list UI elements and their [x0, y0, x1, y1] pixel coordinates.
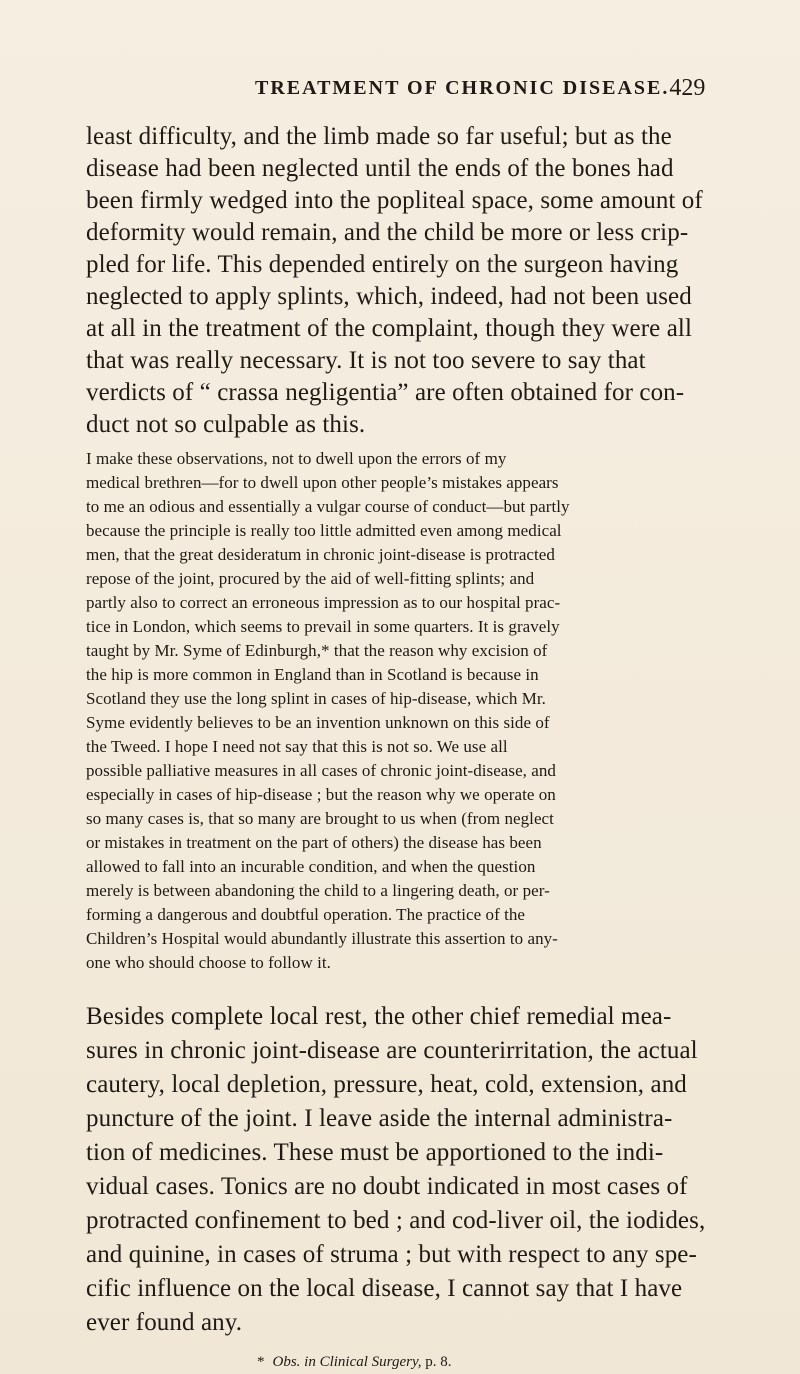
paragraph-line: possible palliative measures in all cases of chronic joint-disease, and — [86, 761, 556, 780]
paragraph-line: that was really necessary. It is not too severe to say that — [86, 347, 646, 374]
paragraph-line: vidual cases. Tonics are no doubt indicated in most cases of — [86, 1173, 688, 1200]
paragraph-line: taught by Mr. Syme of Edinburgh,* that the reason why excision of — [86, 641, 548, 660]
paragraph-line: tice in London, which seems to prevail in some quarters. It is gravely — [86, 617, 560, 636]
paragraph-line: forming a dangerous and doubtful operation. The practice of the — [86, 905, 526, 924]
paragraph-line: deformity would remain, and the child be more or less crip- — [86, 219, 689, 246]
paragraph-line: neglected to apply splints, which, indeed, had not been used — [86, 283, 692, 310]
paragraph-line: Besides complete local rest, the other chief remedial mea- — [86, 1003, 672, 1030]
paragraph-line: at all in the treatment of the complaint, though they were all — [86, 315, 693, 342]
footnote-page-reference: p. 8. — [425, 1354, 452, 1370]
page-number: 429 — [669, 75, 706, 101]
paragraph-line: Syme evidently believes to be an invention unknown on this side of — [86, 713, 550, 732]
paragraph-line: or mistakes in treatment on the part of others) the disease has been — [86, 833, 542, 852]
paragraph-line: puncture of the joint. I leave aside the internal administra- — [86, 1105, 673, 1132]
paragraph-line: ever found any. — [86, 1309, 243, 1336]
paragraph-line: duct not so culpable as this. — [86, 411, 366, 438]
paragraph-line: Children’s Hospital would abundantly illustrate this assertion to any- — [86, 929, 558, 948]
paragraph-line: one who should choose to follow it. — [86, 953, 331, 972]
paragraph-line: sures in chronic joint-disease are counterirritation, the actual — [86, 1037, 698, 1064]
footnote-marker: * — [257, 1354, 265, 1370]
paragraph-line: men, that the great desideratum in chronic joint-disease is protracted — [86, 545, 555, 564]
paragraph-line: merely is between abandoning the child to a lingering death, or per- — [86, 881, 550, 900]
paragraph-line: cific influence on the local disease, I cannot say that I have — [86, 1275, 683, 1302]
paragraph-line: cautery, local depletion, pressure, heat, cold, extension, and — [86, 1071, 687, 1098]
paragraph-line: repose of the joint, procured by the aid of well-fitting splints; and — [86, 569, 535, 588]
paragraph-line: tion of medicines. These must be apportioned to the indi- — [86, 1139, 664, 1166]
paragraph-line: the Tweed. I hope I need not say that this is not so. We use all — [86, 737, 508, 756]
paragraph-line: so many cases is, that so many are brought to us when (from neglect — [86, 809, 554, 828]
paragraph-line: least difficulty, and the limb made so far useful; but as the — [86, 123, 672, 150]
paragraph-line: medical brethren—for to dwell upon other people’s mistakes appears — [86, 473, 559, 492]
paragraph-line: partly also to correct an erroneous impression as to our hospital prac- — [86, 593, 561, 612]
paragraph-line: Scotland they use the long splint in cases of hip-disease, which Mr. — [86, 689, 546, 708]
footnote — [257, 1354, 452, 1370]
paragraph-line: pled for life. This depended entirely on the surgeon having — [86, 251, 679, 278]
paragraph-line: to me an odious and essentially a vulgar course of conduct—but partly — [86, 497, 570, 516]
page-header — [255, 72, 706, 101]
paragraph-line: and quinine, in cases of struma ; but with respect to any spe- — [86, 1241, 697, 1268]
paragraph-line: been firmly wedged into the popliteal space, some amount of — [86, 187, 703, 214]
paragraph-line: verdicts of “ crassa negligentia” are often obtained for con- — [86, 379, 685, 406]
footnote-citation: Obs. in Clinical Surgery, — [272, 1354, 422, 1370]
paragraph-line: disease had been neglected until the ends of the bones had — [86, 155, 674, 182]
paragraph-line: because the principle is really too little admitted even among medical — [86, 521, 562, 540]
paragraph-line: I make these observations, not to dwell upon the errors of my — [86, 449, 507, 468]
paragraph-line: protracted confinement to bed ; and cod-liver oil, the iodides, — [86, 1207, 706, 1234]
paragraph-line: allowed to fall into an incurable condition, and when the question — [86, 857, 536, 876]
running-title: TREATMENT OF CHRONIC DISEASE. — [255, 77, 670, 99]
paragraph-line: the hip is more common in England than in Scotland is because in — [86, 665, 539, 684]
paragraph-line: especially in cases of hip-disease ; but the reason why we operate on — [86, 785, 556, 804]
